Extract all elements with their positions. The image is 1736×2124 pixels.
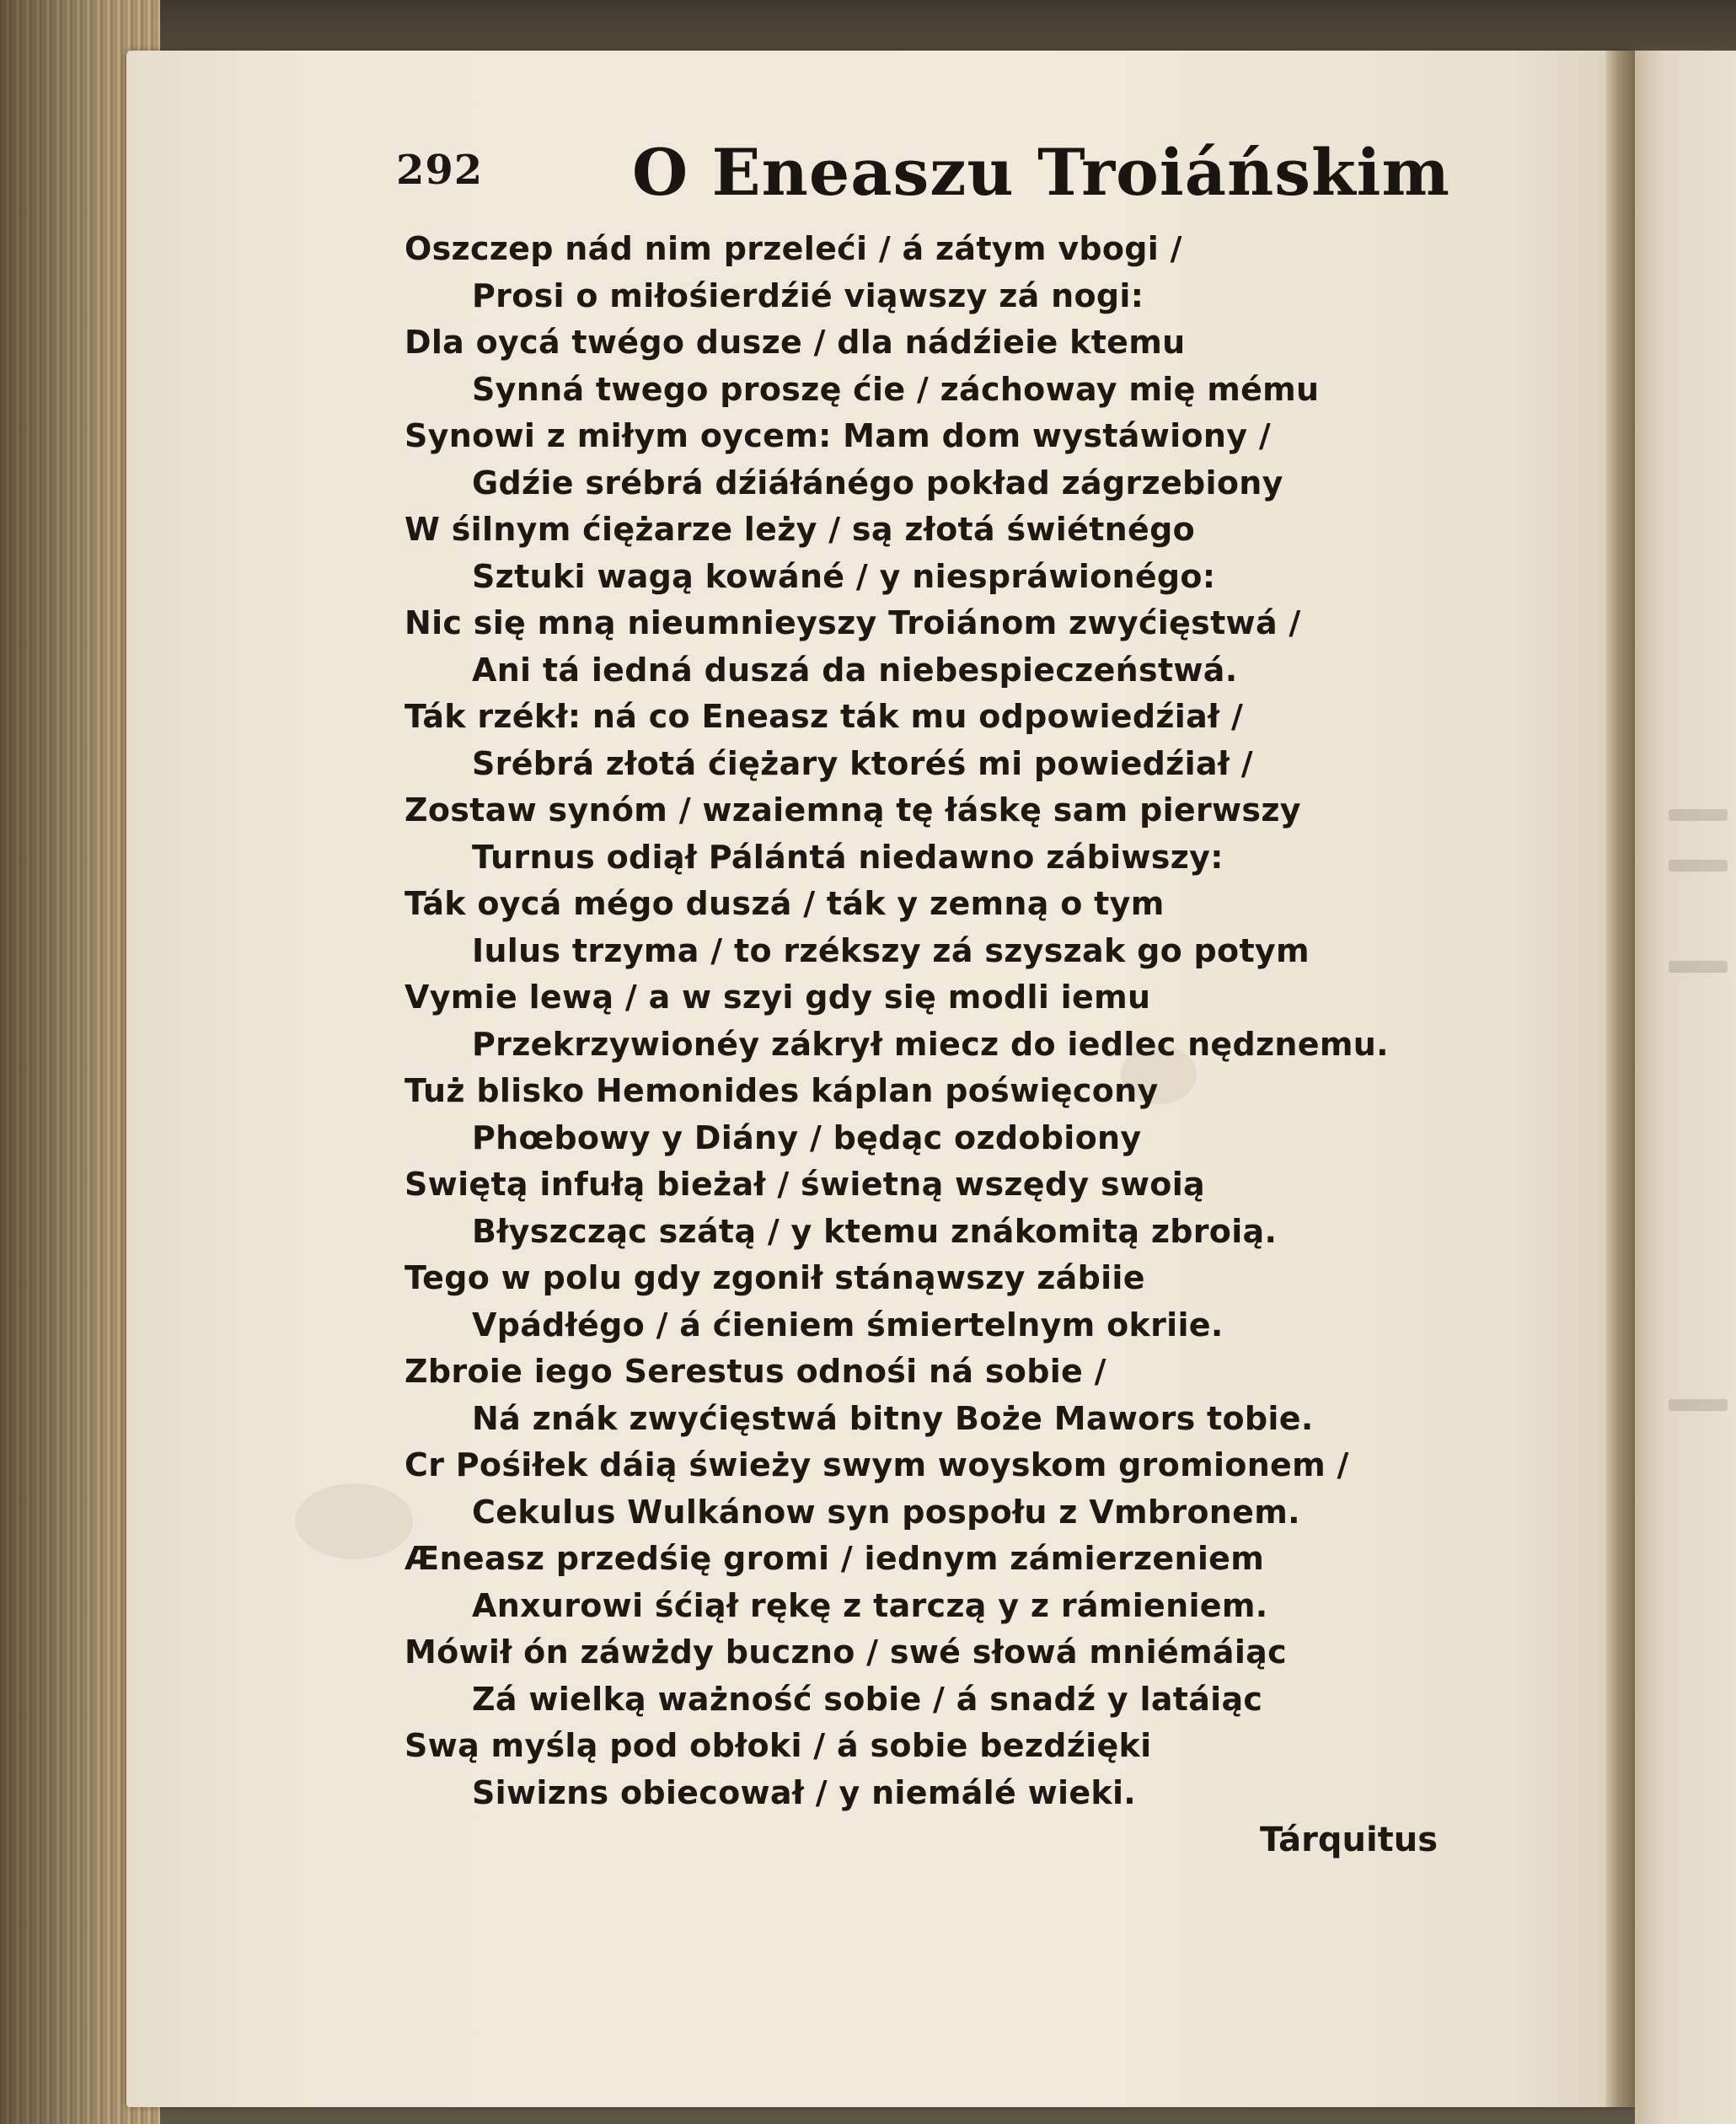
verse-line: Tuż blisko Hemonides káplan poświęcony [405, 1072, 1159, 1109]
verse-line: W śilnym ćiężarze leży / są złotá świétnégo [405, 511, 1195, 548]
verse-line: Tego w polu gdy zgonił stánąwszy zábiie [405, 1259, 1145, 1296]
show-through-text [1669, 860, 1728, 872]
verse-line: Synowi z miłym oycem: Mam dom wystáwiony / [405, 417, 1272, 454]
verse-line: Æneasz przedśię gromi / iednym zámierzeniem [405, 1540, 1265, 1577]
verse-line: Ná znák zwyćięstwá bitny Boże Mawors tobie. [472, 1399, 1314, 1437]
book-gutter [1605, 51, 1639, 2107]
facing-page-edge [1635, 51, 1736, 2124]
verse-line: Dla oycá twégo dusze / dla nádźieie ktemu [405, 324, 1186, 361]
verse-line: Oszczep nád nim przeleći / á zátym vbogi / [405, 230, 1182, 267]
verse-line: Sztuki wagą kowáné / y niespráwionégo: [472, 557, 1216, 595]
running-title: O Eneaszu Troiáńskim [632, 135, 1450, 210]
verse-line: Zá wielką ważność sobie / á snadź y latáiąc [472, 1680, 1263, 1718]
paper-stain [295, 1483, 413, 1559]
verse-line: Phœbowy y Diány / będąc ozdobiony [472, 1118, 1142, 1156]
verse-line: Prosi o miłośierdźié viąwszy zá nogi: [472, 276, 1144, 314]
verse-line: Zbroie iego Serestus odnośi ná sobie / [405, 1353, 1106, 1390]
verse-block [405, 226, 1389, 1816]
verse-line: Przekrzywionéy zákrył miecz do iedlec nędznemu. [472, 1025, 1389, 1063]
verse-line: Iulus trzyma / to rzékszy zá szyszak go potym [472, 931, 1310, 969]
verse-line: Swą myślą pod obłoki / á sobie bezdźięki [405, 1727, 1152, 1764]
verse-line: Cekulus Wulkánow syn pospołu z Vmbronem. [472, 1493, 1300, 1531]
verse-line: Vpádłégo / á ćieniem śmiertelnym okriie. [472, 1306, 1224, 1344]
catchword: Tárquitus [1260, 1821, 1439, 1859]
verse-line: Cr Pośiłek dáią świeży swym woyskom gromionem / [405, 1446, 1349, 1483]
verse-line: Swiętą infułą bieżał / świetną wszędy swoią [405, 1166, 1205, 1203]
verse-line: Srébrá złotá ćiężary ktoréś mi powiedźiał / [472, 744, 1253, 782]
verse-line: Ták oycá mégo duszá / ták y zemną o tym [405, 885, 1165, 922]
verse-line: Anxurowi śćiął rękę z tarczą y z rámieniem. [472, 1586, 1268, 1624]
show-through-text [1669, 961, 1728, 973]
verse-line: Ani tá iedná duszá da niebespieczeństwá. [472, 651, 1238, 689]
show-through-text [1669, 809, 1728, 821]
verse-line: Nic się mną nieumnieyszy Troiánom zwyćięstwá / [405, 604, 1301, 641]
verse-line: Synná twego proszę ćie / záchoway mię mému [472, 370, 1320, 408]
running-head [396, 135, 1450, 228]
verse-line: Gdźie srébrá dźiáłánégo pokład zágrzebiony [472, 464, 1283, 502]
verse-line: Zostaw synóm / wzaiemną tę łáskę sam pierwszy [405, 791, 1301, 829]
page-number: 292 [396, 147, 484, 194]
verse-line: Błyszcząc szátą / y ktemu znákomitą zbroią. [472, 1212, 1278, 1250]
verse-line: Siwizns obiecował / y niemálé wieki. [472, 1773, 1137, 1811]
verse-line: Mówił ón záwżdy buczno / swé słowá mniémáiąc [405, 1633, 1287, 1671]
verse-line: Turnus odiął Pálántá niedawno zábiwszy: [472, 838, 1224, 876]
verse-line: Vymie lewą / a w szyi gdy się modli iemu [405, 979, 1151, 1016]
show-through-text [1669, 1399, 1728, 1411]
verse-line: Ták rzékł: ná co Eneasz ták mu odpowiedźiał / [405, 698, 1244, 735]
